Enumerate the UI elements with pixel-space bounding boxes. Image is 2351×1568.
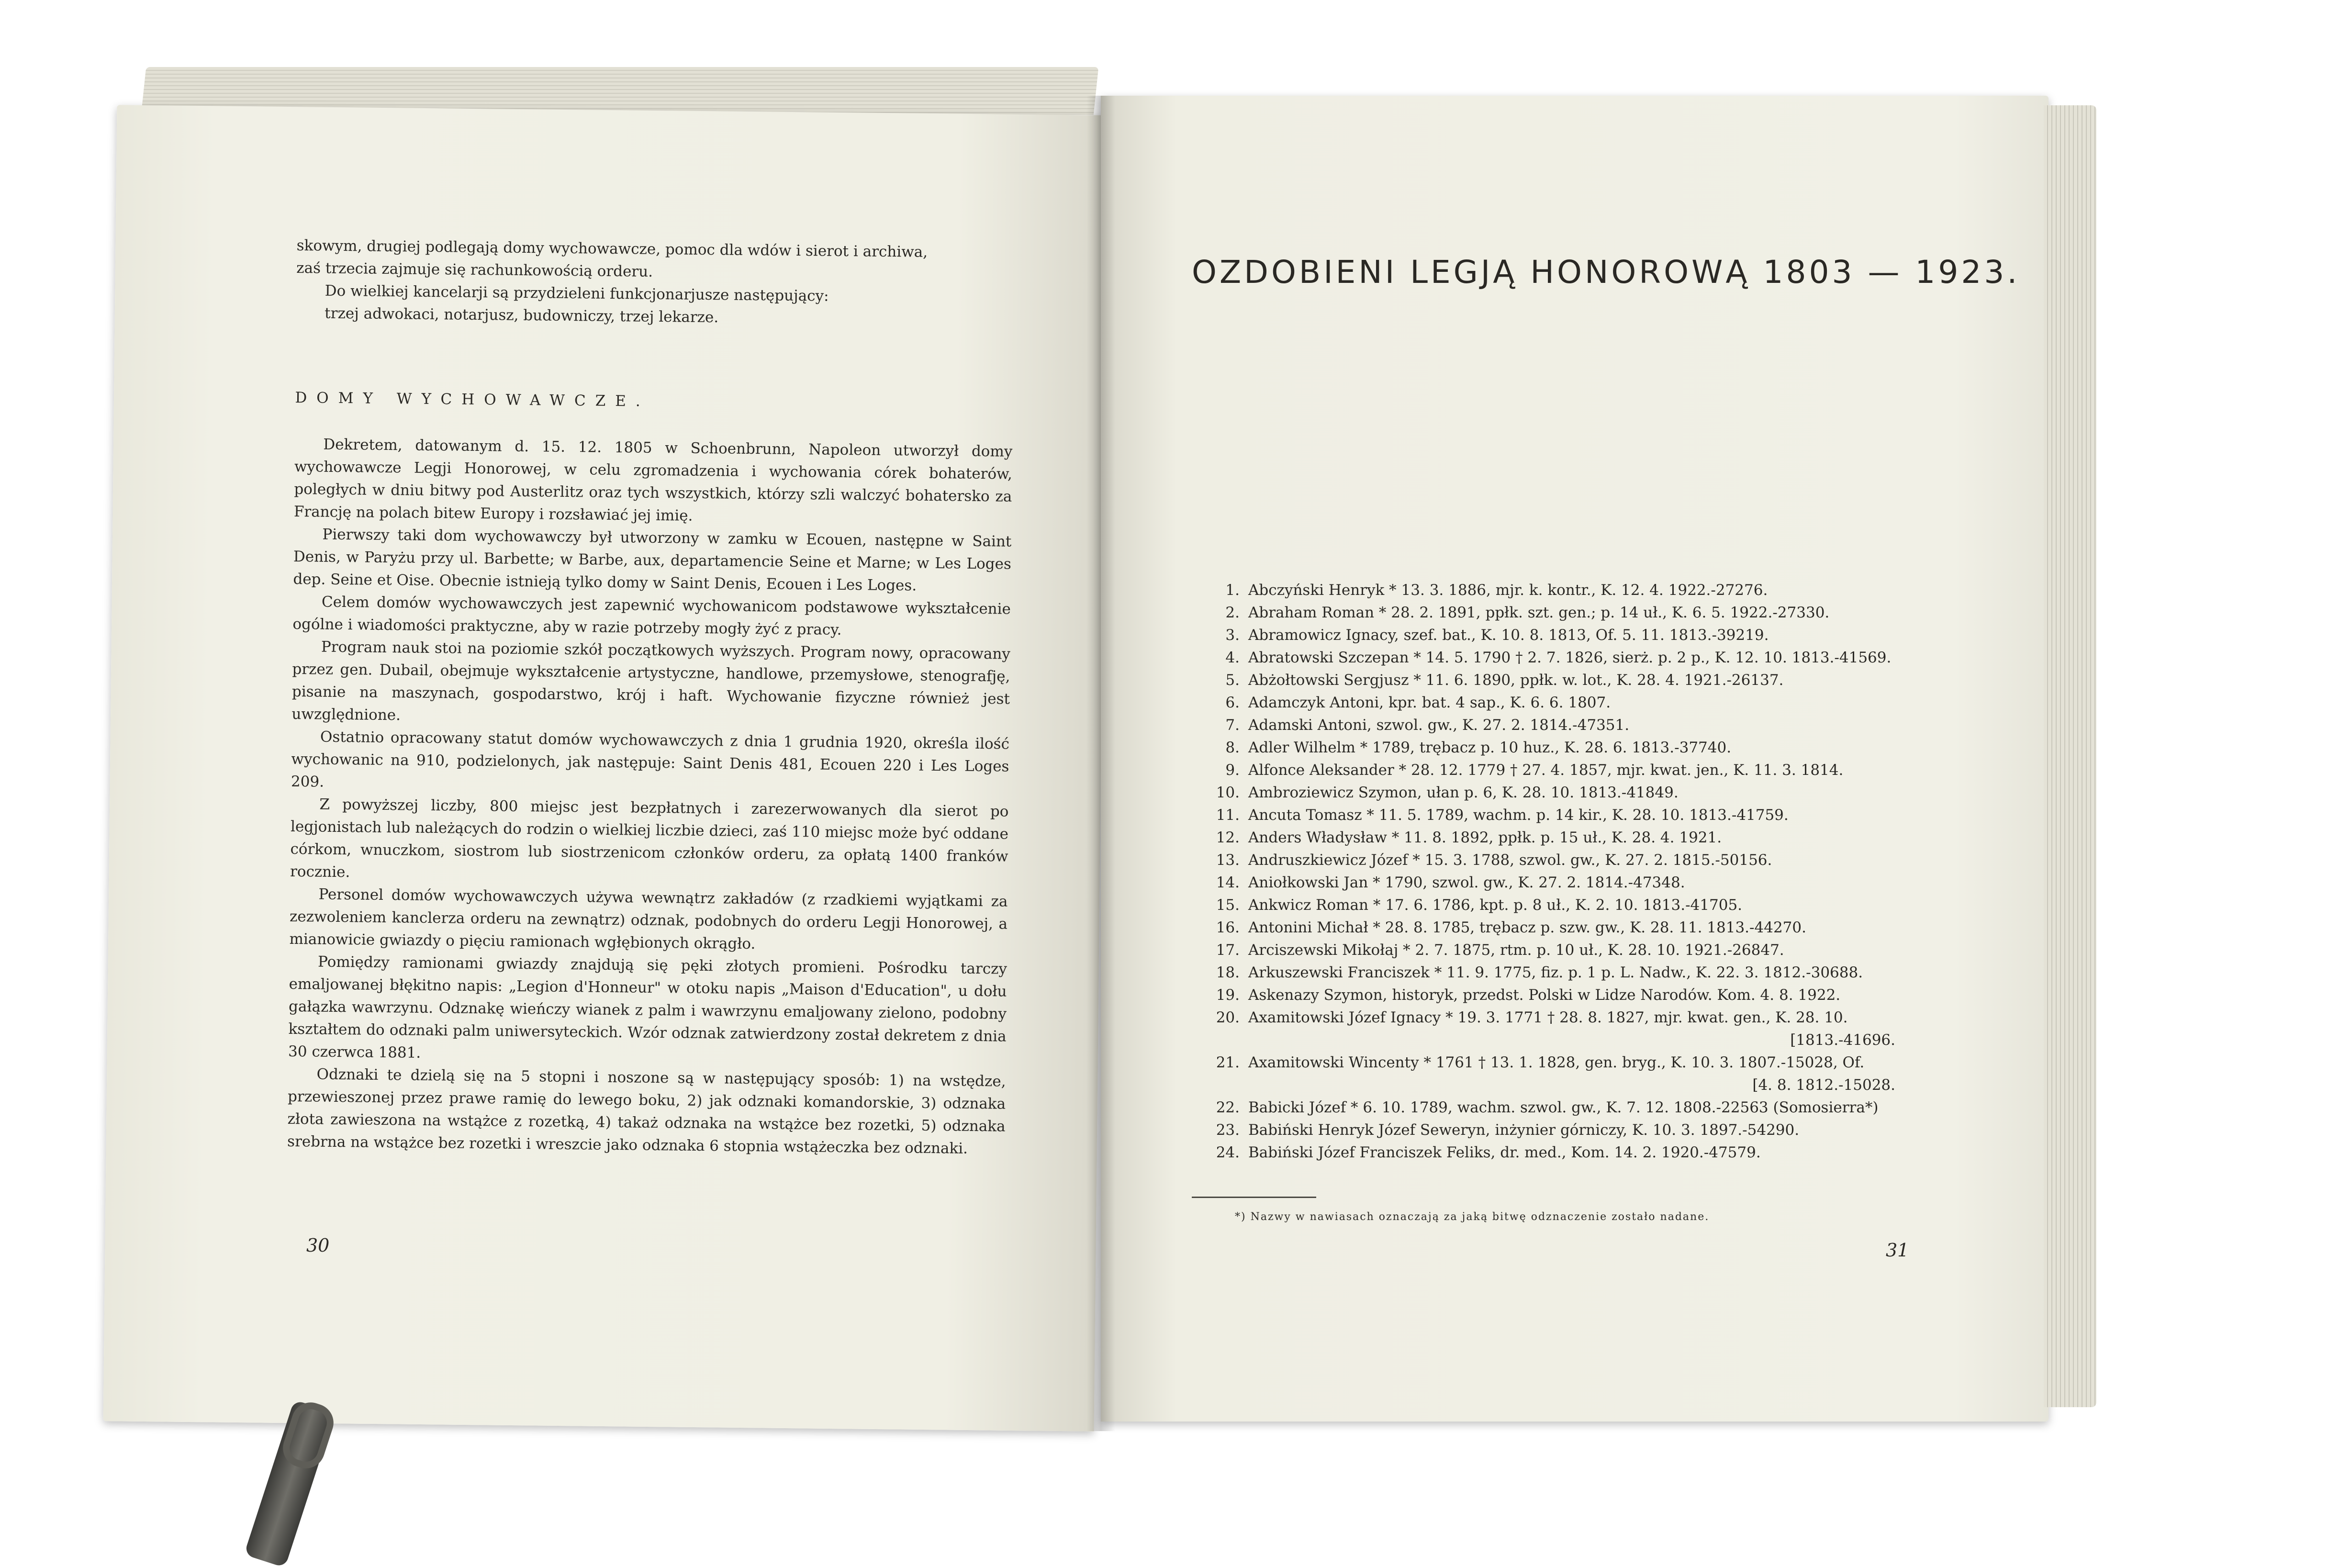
entry-number: 10.: [1216, 784, 1240, 801]
entry-text: Abczyński Henryk * 13. 3. 1886, mjr. k. kontr., K. 12. 4. 1922.-27276.: [1248, 582, 1768, 599]
list-item: [1187, 1007, 1905, 1029]
entry-number: 22.: [1216, 1099, 1240, 1116]
entry-number: 2.: [1225, 604, 1240, 621]
list-item: [1187, 984, 1905, 1007]
entry-number: 13.: [1216, 851, 1240, 869]
list-item: [1187, 714, 1905, 737]
entry-number: 21.: [1216, 1054, 1240, 1071]
list-item: [1187, 1029, 1905, 1052]
entry-text: Askenazy Szymon, historyk, przedst. Polski w Lidze Narodów. Kom. 4. 8. 1922.: [1248, 986, 1841, 1004]
entry-number: 9.: [1225, 762, 1240, 779]
entry-number: 14.: [1216, 874, 1240, 891]
list-item: [1187, 782, 1905, 804]
entry-text: Babiński Józef Franciszek Feliks, dr. med., Kom. 14. 2. 1920.-47579.: [1248, 1144, 1761, 1161]
list-item: [1187, 1142, 1905, 1164]
paragraph: Program nauk stoi na poziomie szkół początkowych wyższych. Program nowy, opracowany przez gen. Dubail, obejmuje wykształcenie artystyczne, handlowe, przemysłowe, stenografję, pisanie na maszynach, gospodarstwo, krój i haft. Wychowanie fizyczne również jest uwzględnione.: [291, 638, 1011, 724]
paragraph: Odznaki te dzielą się na 5 stopni i noszone są w następujący sposób: 1) na wstędze, przewieszonej przez prawe ramię do lewego boku, 2) jak odznaki komandorskie, 3) odznaka złota zawieszona na wstążce z rozetką, 4) takaż odznaka na wstążce bez rozetki, 5) odznaka srebrna na wstążce bez rozetki i wreszcie jako odznaka 6 stopnia wstążeczka bez odznaki.: [287, 1065, 1006, 1157]
entry-text: Axamitowski Wincenty * 1761 † 13. 1. 1828, gen. bryg., K. 10. 3. 1807.-15028, Of.: [1248, 1054, 1865, 1071]
entry-text: Anders Władysław * 11. 8. 1892, ppłk. p. 15 uł., K. 28. 4. 1921.: [1248, 829, 1722, 846]
entry-text: Ancuta Tomasz * 11. 5. 1789, wachm. p. 14 kir., K. 28. 10. 1813.-41759.: [1248, 806, 1789, 824]
entry-text: [1813.-41696.: [1790, 1031, 1895, 1049]
list-item: [1187, 759, 1905, 782]
entry-number: 18.: [1216, 964, 1240, 981]
entry-text: Abżołtowski Sergjusz * 11. 6. 1890, ppłk. w. lot., K. 28. 4. 1921.-26137.: [1248, 672, 1784, 689]
entry-text: Ambroziewicz Szymon, ułan p. 6, K. 28. 10. 1813.-41849.: [1248, 784, 1679, 801]
list-item: [1187, 692, 1905, 714]
intro-line: trzej adwokaci, notarjusz, budowniczy, trzej lekarze.: [325, 304, 719, 326]
entry-number: 19.: [1216, 986, 1240, 1004]
intro-line: zaś trzecia zajmuje się rachunkowością orderu.: [296, 259, 653, 280]
list-item: [1187, 894, 1905, 917]
entry-number: 3.: [1225, 627, 1240, 644]
entry-text: Arkuszewski Franciszek * 11. 9. 1775, fiz. p. 1 p. L. Nadw., K. 22. 3. 1812.-30688.: [1248, 964, 1863, 981]
intro-line: skowym, drugiej podlegają domy wychowawcze, pomoc dla wdów i sierot i archiwa,: [296, 236, 928, 261]
entry-text: Andruszkiewicz Józef * 15. 3. 1788, szwol. gw., K. 27. 2. 1815.-50156.: [1248, 851, 1772, 869]
entry-number: 1.: [1225, 582, 1240, 599]
list-item: [1187, 804, 1905, 827]
list-item: [1187, 1074, 1905, 1097]
entry-text: Ankwicz Roman * 17. 6. 1786, kpt. p. 8 uł., K. 2. 10. 1813.-41705.: [1248, 896, 1743, 914]
list-item: [1187, 1119, 1905, 1142]
entry-number: 11.: [1216, 806, 1240, 824]
left-page-text: [287, 235, 1015, 1161]
entry-text: Antonini Michał * 28. 8. 1785, trębacz p. szw. gw., K. 28. 11. 1813.-44270.: [1248, 919, 1806, 936]
book-gutter: [1086, 96, 1115, 1431]
entry-text: Abratowski Szczepan * 14. 5. 1790 † 2. 7. 1826, sierż. p. 2 p., K. 12. 10. 1813.-41569.: [1248, 649, 1892, 666]
list-item: [1187, 939, 1905, 962]
footnote-rule: [1192, 1197, 1316, 1198]
entry-number: 17.: [1216, 941, 1240, 959]
entry-text: Adamski Antoni, szwol. gw., K. 27. 2. 1814.-47351.: [1248, 717, 1630, 734]
list-item: [1187, 849, 1905, 872]
entry-text: Axamitowski Józef Ignacy * 19. 3. 1771 † 28. 8. 1827, mjr. kwat. gen., K. 28. 10.: [1248, 1009, 1848, 1026]
page-number-right: 31: [1886, 1240, 1909, 1261]
list-item: [1187, 962, 1905, 984]
entry-number: [1187, 1029, 1248, 1052]
entry-text: [4. 8. 1812.-15028.: [1752, 1076, 1895, 1094]
entry-number: 23.: [1216, 1121, 1240, 1139]
list-item: [1187, 1097, 1905, 1119]
entry-number: 6.: [1225, 694, 1240, 711]
entry-number: 20.: [1216, 1009, 1240, 1026]
list-item: [1187, 669, 1905, 692]
entry-text: Abramowicz Ignacy, szef. bat., K. 10. 8. 1813, Of. 5. 11. 1813.-39219.: [1248, 627, 1769, 644]
list-item: [1187, 872, 1905, 894]
entry-text: Babicki Józef * 6. 10. 1789, wachm. szwol. gw., K. 7. 12. 1808.-22563 (Somosierra*): [1248, 1099, 1879, 1116]
entry-text: Arciszewski Mikołaj * 2. 7. 1875, rtm. p. 10 uł., K. 28. 10. 1921.-26847.: [1248, 941, 1784, 959]
entry-number: 24.: [1216, 1144, 1240, 1161]
entry-number: 4.: [1225, 649, 1240, 666]
list-item: [1187, 737, 1905, 759]
list-item: [1187, 827, 1905, 849]
page-title: OZDOBIENI LEGJĄ HONOROWĄ 1803 — 1923.: [1192, 254, 2020, 291]
list-item: [1187, 602, 1905, 624]
list-item: [1187, 579, 1905, 602]
section-title: DOMY WYCHOWAWCZE.: [295, 389, 650, 410]
list-item: [1187, 1052, 1905, 1074]
entry-text: Adamczyk Antoni, kpr. bat. 4 sap., K. 6. 6. 1807.: [1248, 694, 1611, 711]
entry-text: Abraham Roman * 28. 2. 1891, ppłk. szt. gen.; p. 14 uł., K. 6. 5. 1922.-27330.: [1248, 604, 1830, 621]
paragraph: Pierwszy taki dom wychowawczy był utworzony w zamku w Ecouen, następne w Saint Denis, w Paryżu przy ul. Barbette; w Barbe, aux, departamencie Seine et Marne; w Les Loges dep. Seine et Oise. Obecnie istnieją tylko domy w Saint Denis, Ecouen i Les Loges.: [293, 526, 1012, 594]
entry-number: [1187, 1074, 1248, 1097]
entry-list: [1187, 579, 1905, 1164]
entry-number: 7.: [1225, 717, 1240, 734]
paragraph: Z powyższej liczby, 800 miejsc jest bezpłatnych i zarezerwowanych dla sierot po legjonistach lub należących do rodzin o wielkiej liczbie dzieci, zaś 110 miejsc może być oddane córkom, wnuczkom, siostrom lub siostrzenicom członków orderu, za opłatą 1400 franków rocznie.: [290, 795, 1009, 881]
paragraph: Pomiędzy ramionami gwiazdy znajdują się pęki złotych promieni. Pośrodku tarczy emaljowanej błękitno napis: „Legion d'Honneur" w otoku napis „Maison d'Education", u dołu gałązka wawrzynu. Odznakę wieńczy wianek z palm i wawrzynu emaljowany zielono, podobny kształtem do odznaki palm uniwersyteckich. Wzór odznak zatwierdzony został dekretem z dnia 30 czerwca 1881.: [288, 953, 1008, 1062]
entry-number: 12.: [1216, 829, 1240, 846]
right-page-edges: [2044, 105, 2096, 1407]
entry-number: 5.: [1225, 672, 1240, 689]
paragraph: Dekretem, datowanym d. 15. 12. 1805 w Schoenbrunn, Napoleon utworzył domy wychowawcze Legji Honorowej, w celu zgromadzenia i wychowania córek bohaterów, poległych w dniu bitwy pod Austerlitz oraz tych wszystkich, którzy szli walczyć bohatersko za Francję na polach bitew Europy i rozsławiać jej imię.: [293, 436, 1013, 525]
page-number-left: 30: [306, 1235, 330, 1256]
entry-text: Adler Wilhelm * 1789, trębacz p. 10 huz., K. 28. 6. 1813.-37740.: [1248, 739, 1732, 756]
intro-line: Do wielkiej kancelarji są przydzieleni funkcjonarjusze następujący:: [325, 282, 829, 305]
paragraph: Celem domów wychowawczych jest zapewnić wychowanicom podstawowe wykształcenie ogólne i wiadomości praktyczne, aby w razie potrzeby mogły żyć z pracy.: [292, 593, 1011, 638]
footnote: *) Nazwy w nawiasach oznaczają za jaką bitwę odznaczenie zostało nadane.: [1235, 1211, 1710, 1223]
list-item: [1187, 917, 1905, 939]
entry-text: Alfonce Aleksander * 28. 12. 1779 † 27. 4. 1857, mjr. kwat. jen., K. 11. 3. 1814.: [1248, 762, 1844, 779]
entry-text: Babiński Henryk Józef Seweryn, inżynier górniczy, K. 10. 3. 1897.-54290.: [1248, 1121, 1800, 1139]
paragraph: Ostatnio opracowany statut domów wychowawczych z dnia 1 grudnia 1920, określa ilość wychowanic na 910, podzielonych, jak następuje: Saint Denis 481, Ecouen 220 i Les Loges 209.: [291, 728, 1010, 791]
list-item: [1187, 647, 1905, 669]
paragraph: Personel domów wychowawczych używa wewnątrz zakładów (z rzadkiemi wyjątkami za zezwoleniem kanclerza orderu na zewnątrz) odznak, podobnych do orderu Legji Honorowej, a mianowicie gwiazdy o pięciu ramionach wgłębionych okrągło.: [289, 885, 1008, 953]
entry-number: 15.: [1216, 896, 1240, 914]
list-item: [1187, 624, 1905, 647]
entry-number: 8.: [1225, 739, 1240, 756]
entry-text: Aniołkowski Jan * 1790, szwol. gw., K. 27. 2. 1814.-47348.: [1248, 874, 1685, 891]
entry-number: 16.: [1216, 919, 1240, 936]
